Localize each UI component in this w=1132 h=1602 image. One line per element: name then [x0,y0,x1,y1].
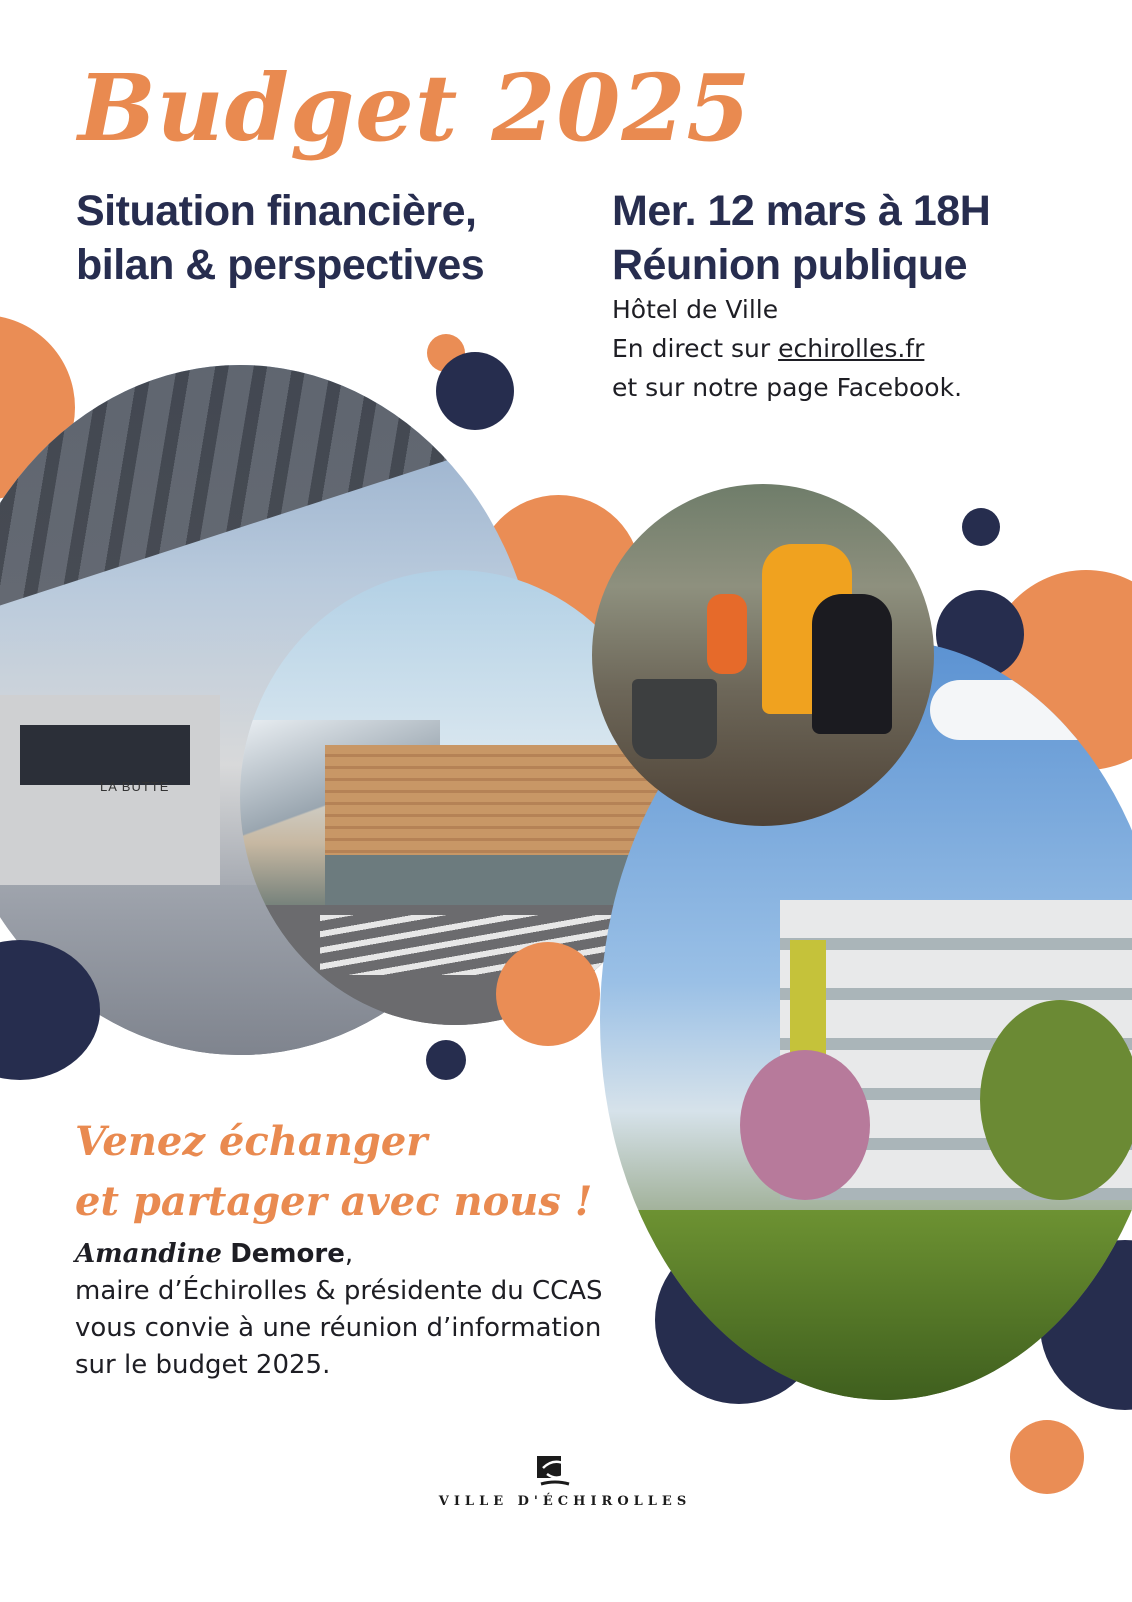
event-date: Mer. 12 mars à 18H [612,187,991,235]
event-type: Réunion publique [612,241,968,289]
invitation-line-2: sur le budget 2025. [75,1350,331,1380]
tagline [75,1112,592,1232]
host-comma: , [344,1239,354,1269]
decor-circle [496,942,600,1046]
city-logo-text: VILLE D'ÉCHIROLLES [438,1494,692,1509]
event-heading [612,184,990,292]
host-first-name: Amandine [75,1239,222,1269]
subtitle-line-2: bilan & perspectives [76,241,485,289]
photo-garden-volunteers [592,484,934,826]
tagline-line-1: Venez échanger [75,1118,428,1165]
event-location: Hôtel de Ville [612,295,779,324]
subtitle-line-1: Situation financière, [76,187,477,235]
decor-circle [962,508,1000,546]
host-title: maire d’Échirolles & présidente du CCAS [75,1276,603,1306]
page-title: Budget 2025 [78,54,752,162]
invitation-text [75,1236,603,1384]
tagline-line-2: et partager avec nous ! [75,1178,593,1225]
subtitle [76,184,484,292]
event-facebook: et sur notre page Facebook. [612,373,963,402]
decor-circle [1010,1420,1084,1494]
host-last-name: Demore [230,1239,345,1269]
event-live [612,329,962,368]
host-name [75,1236,603,1273]
city-logo-icon [535,1454,573,1490]
decor-circle [426,1040,466,1080]
invitation-line-1: vous convie à une réunion d’information [75,1313,602,1343]
live-prefix: En direct sur [612,334,779,363]
decor-circle [436,352,514,430]
website-link[interactable]: echirolles.fr [778,334,925,363]
event-info [612,290,962,407]
building-sign: LA BUTTE [100,779,170,794]
